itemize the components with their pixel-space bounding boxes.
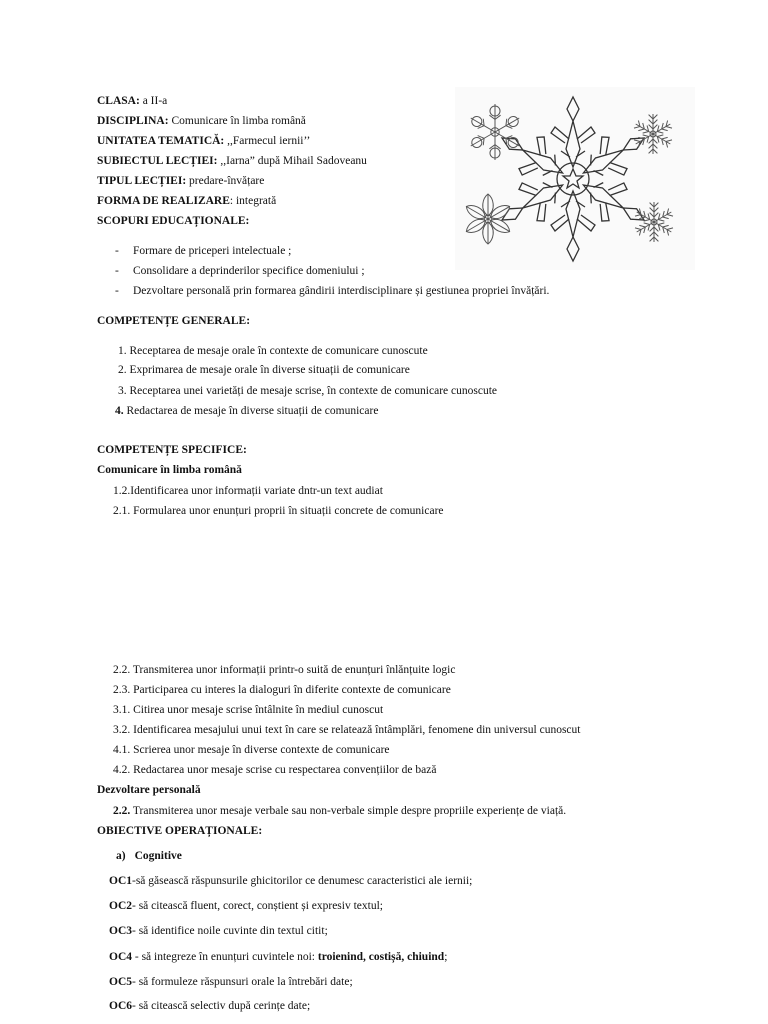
section-heading: OBIECTIVE OPERAȚIONALE: <box>97 825 263 837</box>
snowflake-illustration <box>455 87 695 270</box>
header-discipline: DISCIPLINA: Comunicare în limba română <box>97 115 306 127</box>
header-subject: SUBIECTUL LECȚIEI: ,,Iarna” după Mihail Sadoveanu <box>97 155 367 167</box>
objective-item: OC4 - să integreze în enunțuri cuvintele noi: troienind, costișă, chiuind; <box>109 951 448 963</box>
header-class: CLASA: a II-a <box>97 95 168 107</box>
list-item: 3.1. Citirea unor mesaje scrise întâlnite în mediul cunoscut <box>113 704 384 716</box>
list-item: 4.2. Redactarea unor mesaje scrise cu respectarea convențiilor de bază <box>113 764 437 776</box>
section-heading: COMPETENȚE SPECIFICE: <box>97 444 247 456</box>
objective-item: OC2- să citească fluent, corect, conștient și expresiv textul; <box>109 900 383 912</box>
header-form: FORMA DE REALIZARE: integrată <box>97 195 277 207</box>
list-item: 1. Receptarea de mesaje orale în contexte de comunicare cunoscute <box>118 345 428 357</box>
list-bullet: - <box>115 245 119 257</box>
header-lesson-type: TIPUL LECȚIEI: predare-învățare <box>97 175 265 187</box>
list-item: 2.3. Participarea cu interes la dialoguri în diferite contexte de comunicare <box>113 684 451 696</box>
list-item: 2.1. Formularea unor enunțuri proprii în situații concrete de comunicare <box>113 505 444 517</box>
header-goals: SCOPURI EDUCAȚIONALE: <box>97 215 250 227</box>
section-heading: COMPETENȚE GENERALE: <box>97 315 251 327</box>
section-subheading: Dezvoltare personală <box>97 784 201 796</box>
list-bullet: - <box>115 285 119 297</box>
objective-item: OC5- să formuleze răspunsuri orale la întrebări date; <box>109 976 353 988</box>
list-item: 4.1. Scrierea unor mesaje în diverse contexte de comunicare <box>113 744 390 756</box>
list-item: Dezvoltare personală prin formarea gândirii interdisciplinare și gestiunea propriei învățări. <box>133 285 550 297</box>
list-item: 2.2. Transmiterea unor informații printr-o suită de enunțuri înlănțuite logic <box>113 664 456 676</box>
section-subheading: a) Cognitive <box>116 850 182 862</box>
list-item: Consolidare a deprinderilor specifice domeniului ; <box>133 265 365 277</box>
list-item: 3.2. Identificarea mesajului unui text în care se relatează întâmplări, fenomene din universul cunoscut <box>113 724 581 736</box>
objective-item: OC1-să găsească răspunsurile ghicitorilor ce denumesc caracteristici ale iernii; <box>109 875 473 887</box>
list-item: Formare de priceperi intelectuale ; <box>133 245 292 257</box>
list-item: 3. Receptarea unei varietăți de mesaje scrise, în contexte de comunicare cunoscute <box>118 385 498 397</box>
objective-item: OC3- să identifice noile cuvinte din textul citit; <box>109 925 328 937</box>
section-subheading: Comunicare în limba română <box>97 464 242 476</box>
list-item: 4. Redactarea de mesaje în diverse situații de comunicare <box>115 405 379 417</box>
list-bullet: - <box>115 265 119 277</box>
header-unit: UNITATEA TEMATICĂ: ,,Farmecul iernii’’ <box>97 135 311 147</box>
list-item: 2.2. Transmiterea unor mesaje verbale sau non-verbale simple despre propriile experiențe de viață. <box>113 805 567 817</box>
list-item: 2. Exprimarea de mesaje orale în diverse situații de comunicare <box>118 364 410 376</box>
objective-item: OC6- să citească selectiv după cerințe date; <box>109 1000 311 1012</box>
list-item: 1.2.Identificarea unor informații variate dntr-un text audiat <box>113 485 383 497</box>
